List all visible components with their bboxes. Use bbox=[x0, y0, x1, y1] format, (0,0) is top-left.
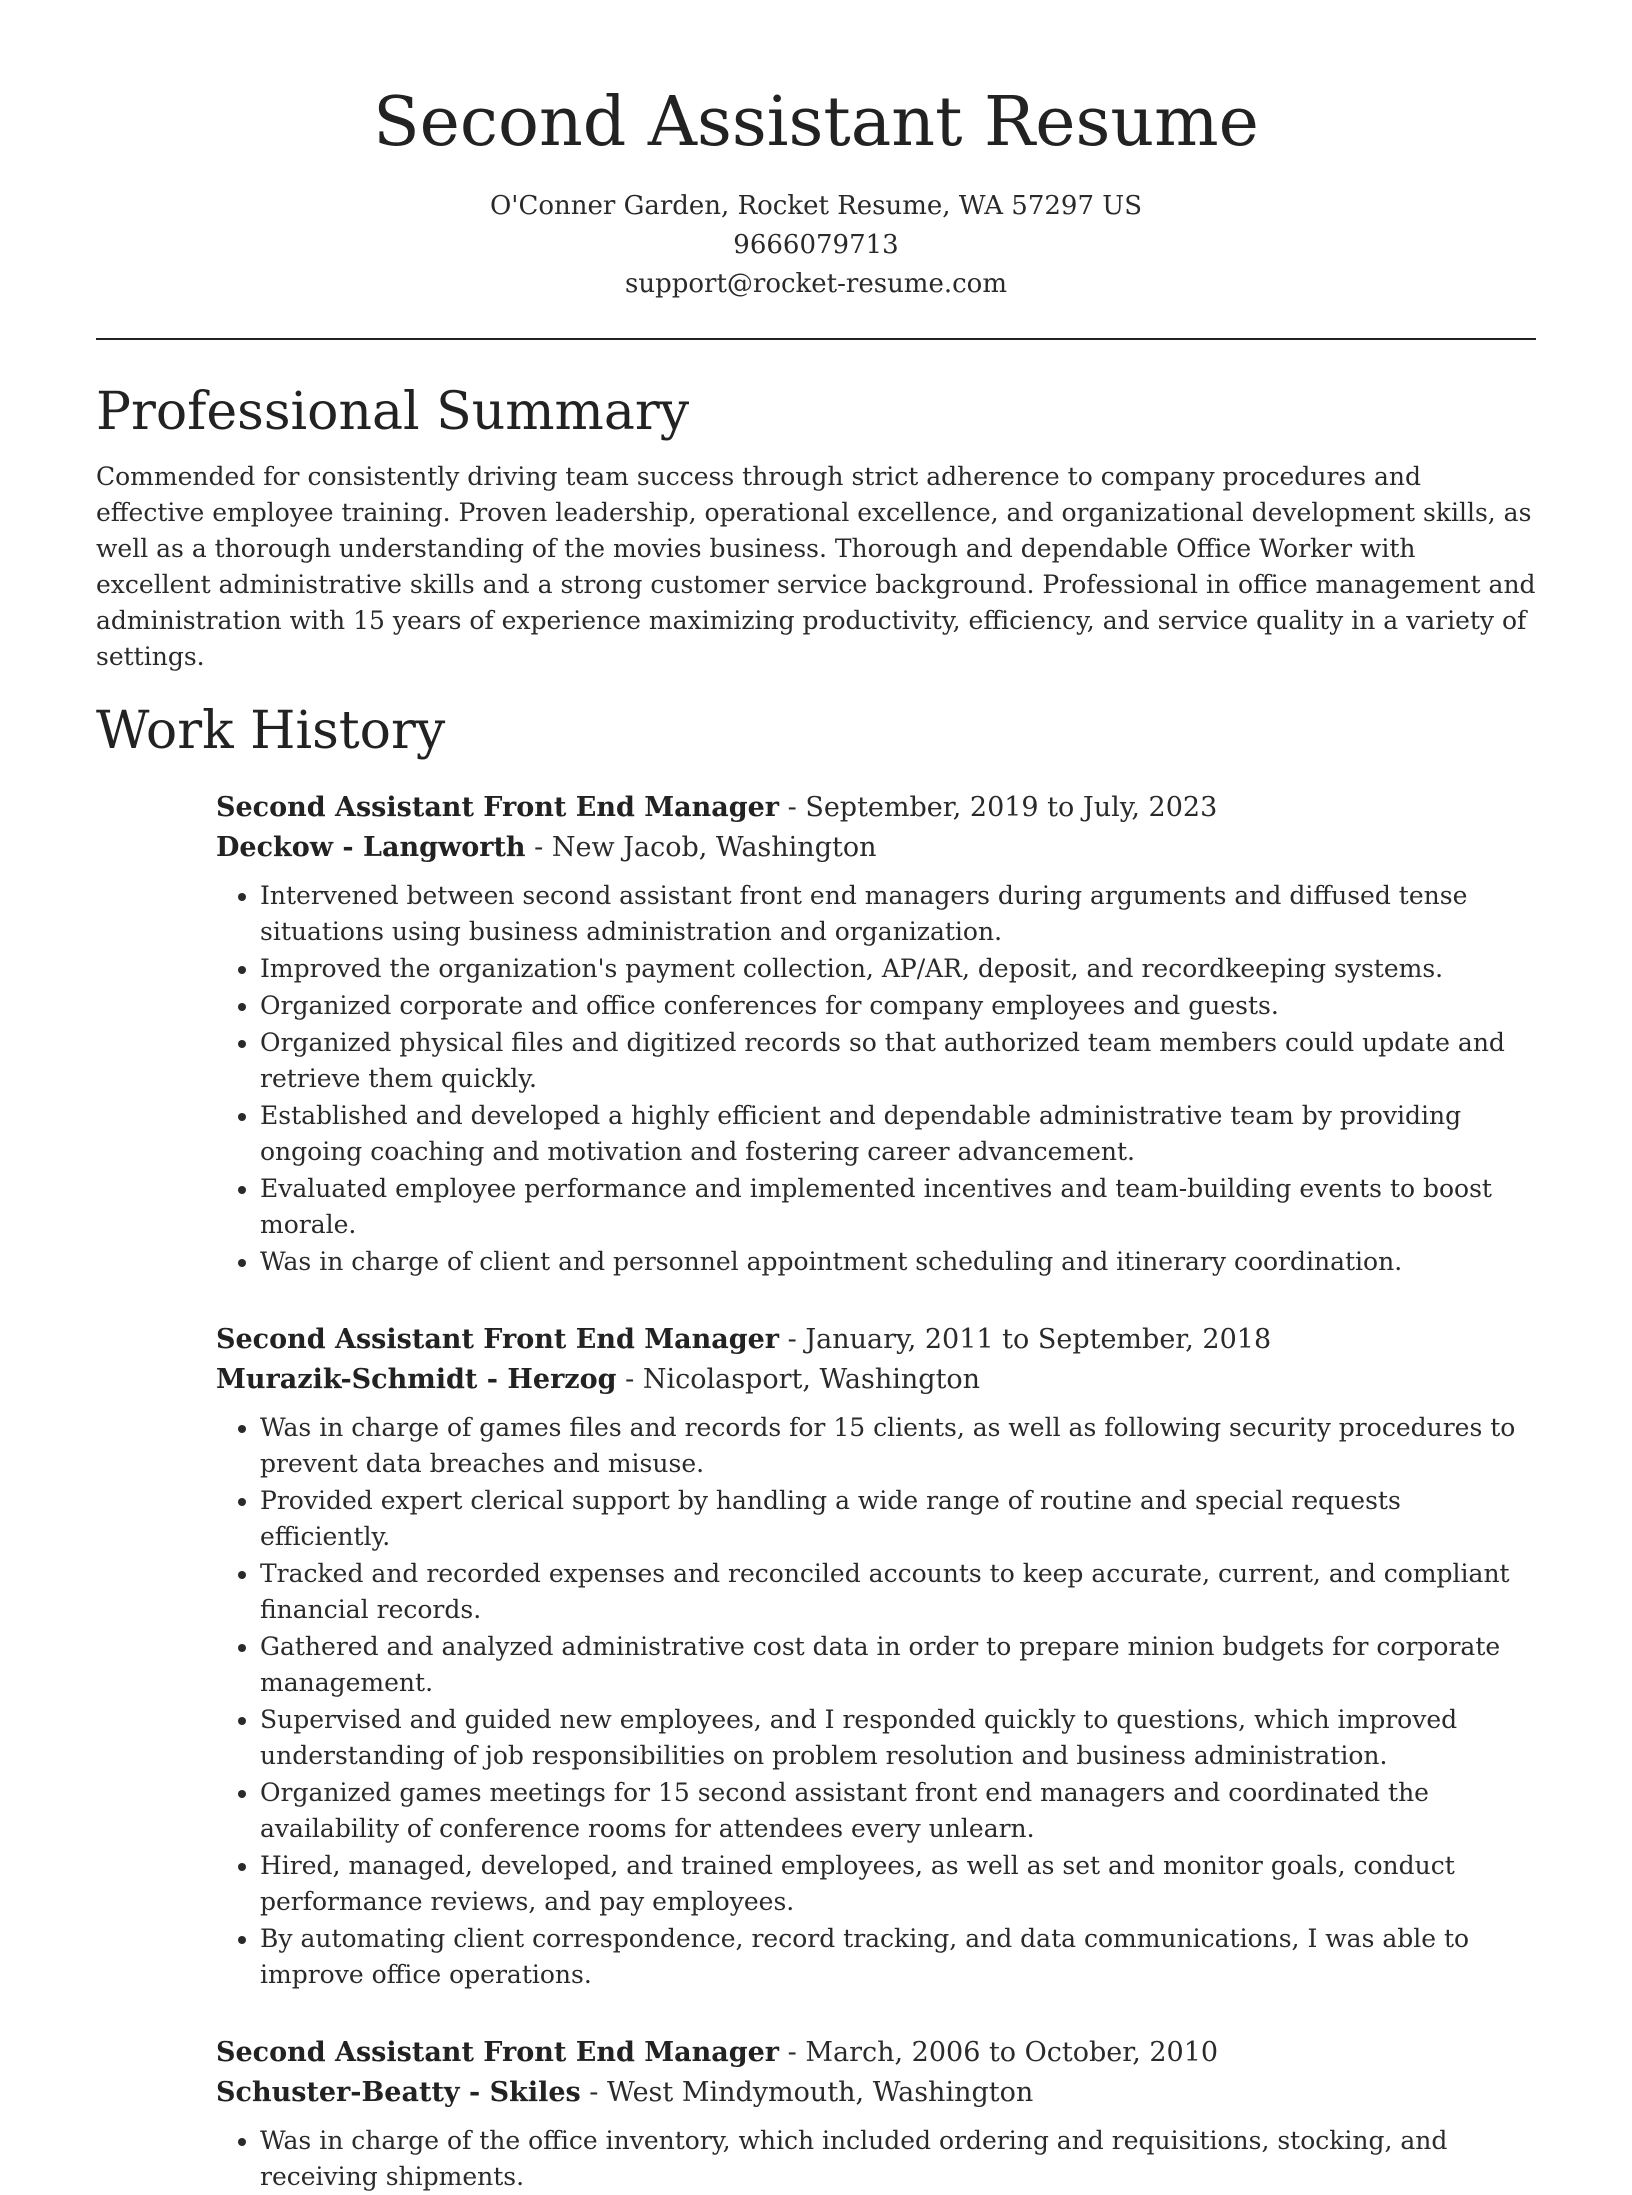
separator: - bbox=[779, 2037, 806, 2069]
work-history-section bbox=[96, 700, 1536, 2195]
list-item: • Gathered and analyzed administrative cost data in order to prepare minion budgets for corporate management. bbox=[260, 1629, 1536, 1701]
list-item: • Hired, managed, developed, and trained employees, as well as set and monitor goals, conduct performance reviews, and pay employees. bbox=[260, 1848, 1536, 1920]
list-item: • By automating client correspondence, record tracking, and data communications, I was able to improve office operations. bbox=[260, 1921, 1536, 1993]
list-item: • Intervened between second assistant front end managers during arguments and diffused tense situations using business administration and organization. bbox=[260, 878, 1536, 950]
job-company-line bbox=[216, 828, 1536, 868]
separator: - bbox=[779, 792, 806, 824]
separator: - bbox=[580, 2077, 608, 2109]
job-title: Second Assistant Front End Manager bbox=[216, 1324, 780, 1356]
list-item: • Supervised and guided new employees, and I responded quickly to questions, which improved understanding of job responsibilities on problem resolution and business administration. bbox=[260, 1702, 1536, 1774]
job-bullets bbox=[216, 1410, 1536, 1993]
job-company-line bbox=[216, 2073, 1536, 2113]
summary-heading: Professional Summary bbox=[96, 381, 690, 442]
job-entry bbox=[216, 1320, 1536, 1993]
phone: 9666079713 bbox=[733, 229, 899, 260]
resume-title: Second Assistant Resume bbox=[373, 83, 1259, 162]
separator: - bbox=[525, 832, 552, 864]
job-title-line bbox=[216, 788, 1536, 828]
list-item: • Provided expert clerical support by handling a wide range of routine and special requests efficiently. bbox=[260, 1483, 1536, 1555]
job-title-line bbox=[216, 2033, 1536, 2073]
separator: - bbox=[779, 1324, 806, 1356]
job-list bbox=[216, 788, 1536, 2195]
job-entry bbox=[216, 788, 1536, 1280]
work-history-heading: Work History bbox=[96, 700, 446, 761]
resume-header bbox=[96, 0, 1536, 304]
job-bullets bbox=[216, 2123, 1536, 2195]
job-entry bbox=[216, 2033, 1536, 2195]
contact-info bbox=[96, 187, 1536, 304]
job-title: Second Assistant Front End Manager bbox=[216, 2037, 780, 2069]
list-item: • Was in charge of client and personnel appointment scheduling and itinerary coordination. bbox=[260, 1244, 1536, 1280]
summary-text: Commended for consistently driving team success through strict adherence to company procedures and effective employee training. Proven leadership, operational excellence, and organizational development skills, as well as a thorough understanding of the movies business. Thorough and dependable Office Worker with excellent administrative skills and a strong customer service background. Professional in office management and administration with 15 years of experience maximizing productivity, efficiency, and service quality in a variety of settings. bbox=[96, 461, 1536, 671]
professional-summary-section bbox=[96, 381, 1536, 675]
job-dates: September, 2019 to July, 2023 bbox=[805, 792, 1218, 824]
list-item: • Improved the organization's payment collection, AP/AR, deposit, and recordkeeping systems. bbox=[260, 951, 1536, 987]
job-location: New Jacob, Washington bbox=[551, 832, 877, 864]
list-item: • Organized corporate and office conferences for company employees and guests. bbox=[260, 988, 1536, 1024]
job-title: Second Assistant Front End Manager bbox=[216, 792, 780, 824]
job-company: Schuster-Beatty - Skiles bbox=[216, 2077, 581, 2109]
list-item: • Evaluated employee performance and implemented incentives and team-building events to boost morale. bbox=[260, 1171, 1536, 1243]
separator: - bbox=[616, 1364, 643, 1396]
job-dates: January, 2011 to September, 2018 bbox=[805, 1324, 1272, 1356]
job-company: Murazik-Schmidt - Herzog bbox=[216, 1364, 617, 1396]
list-item: • Organized games meetings for 15 second assistant front end managers and coordinated the availability of conference rooms for attendees every unlearn. bbox=[260, 1775, 1536, 1847]
email: support@rocket-resume.com bbox=[624, 268, 1007, 299]
job-dates: March, 2006 to October, 2010 bbox=[805, 2037, 1219, 2069]
list-item: • Was in charge of games files and records for 15 clients, as well as following security procedures to prevent data breaches and misuse. bbox=[260, 1410, 1536, 1482]
job-title-line bbox=[216, 1320, 1536, 1360]
list-item: • Tracked and recorded expenses and reconciled accounts to keep accurate, current, and compliant financial records. bbox=[260, 1556, 1536, 1628]
address: O'Conner Garden, Rocket Resume, WA 57297 US bbox=[489, 190, 1143, 221]
job-location: Nicolasport, Washington bbox=[642, 1364, 981, 1396]
list-item: • Was in charge of the office inventory, which included ordering and requisitions, stocking, and receiving shipments. bbox=[260, 2123, 1536, 2195]
job-company-line bbox=[216, 1360, 1536, 1400]
job-company: Deckow - Langworth bbox=[216, 832, 526, 864]
list-item: • Organized physical files and digitized records so that authorized team members could update and retrieve them quickly. bbox=[260, 1025, 1536, 1097]
job-location: West Mindymouth, Washington bbox=[607, 2077, 1034, 2109]
header-divider bbox=[96, 338, 1536, 340]
job-bullets bbox=[216, 878, 1536, 1280]
list-item: • Established and developed a highly efficient and dependable administrative team by providing ongoing coaching and motivation and fostering career advancement. bbox=[260, 1098, 1536, 1170]
